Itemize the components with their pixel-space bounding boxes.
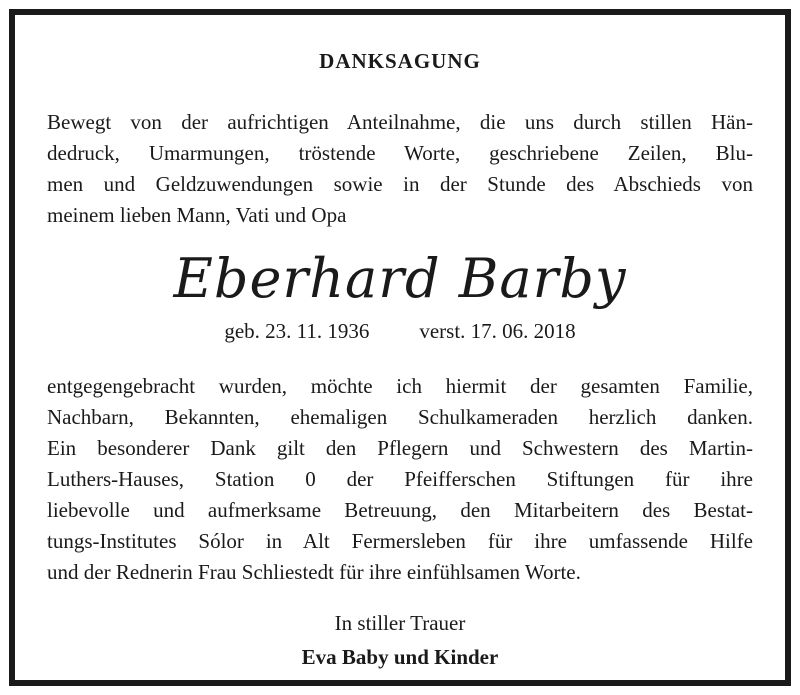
thanks-line: entgegengebracht wurden, möchte ich hiermit der gesamten Familie, [47,374,753,398]
life-dates [47,319,753,344]
thanks-line: Ein besonderer Dank gilt den Pflegern und Schwestern des Martin- [47,436,753,460]
intro-paragraph [47,107,753,231]
thanks-line: Luthers-Hauses, Station 0 der Pfeifferschen Stiftungen für ihre [47,467,753,491]
thanks-line: tungs-Institutes Sólor in Alt Fermersleben für ihre umfassende Hilfe [47,529,753,553]
thanks-paragraph [47,371,753,588]
birth-date: geb. 23. 11. 1936 [224,319,370,343]
death-date: verst. 17. 06. 2018 [419,319,576,343]
signature: Eva Baby und Kinder [301,645,499,669]
notice-frame [9,9,791,686]
intro-line: meinem lieben Mann, Vati und Opa [47,203,347,227]
intro-line: men und Geldzuwendungen sowie in der Stunde des Abschieds von [47,172,753,196]
notice-content [47,15,753,680]
intro-line: Bewegt von der aufrichtigen Anteilnahme, die uns durch stillen Hän- [47,110,753,134]
deceased-name: Eberhard Barby [173,247,627,310]
thanks-line: und der Rednerin Frau Schliestedt für ihre einfühlsamen Worte. [47,560,581,584]
closing-phrase: In stiller Trauer [334,611,466,635]
intro-line: dedruck, Umarmungen, tröstende Worte, geschriebene Zeilen, Blu- [47,141,753,165]
thanks-line: liebevolle und aufmerksame Betreuung, den Mitarbeitern des Bestat- [47,498,753,522]
notice-title: DANKSAGUNG [319,49,481,73]
thanks-line: Nachbarn, Bekannten, ehemaligen Schulkameraden herzlich danken. [47,405,753,429]
